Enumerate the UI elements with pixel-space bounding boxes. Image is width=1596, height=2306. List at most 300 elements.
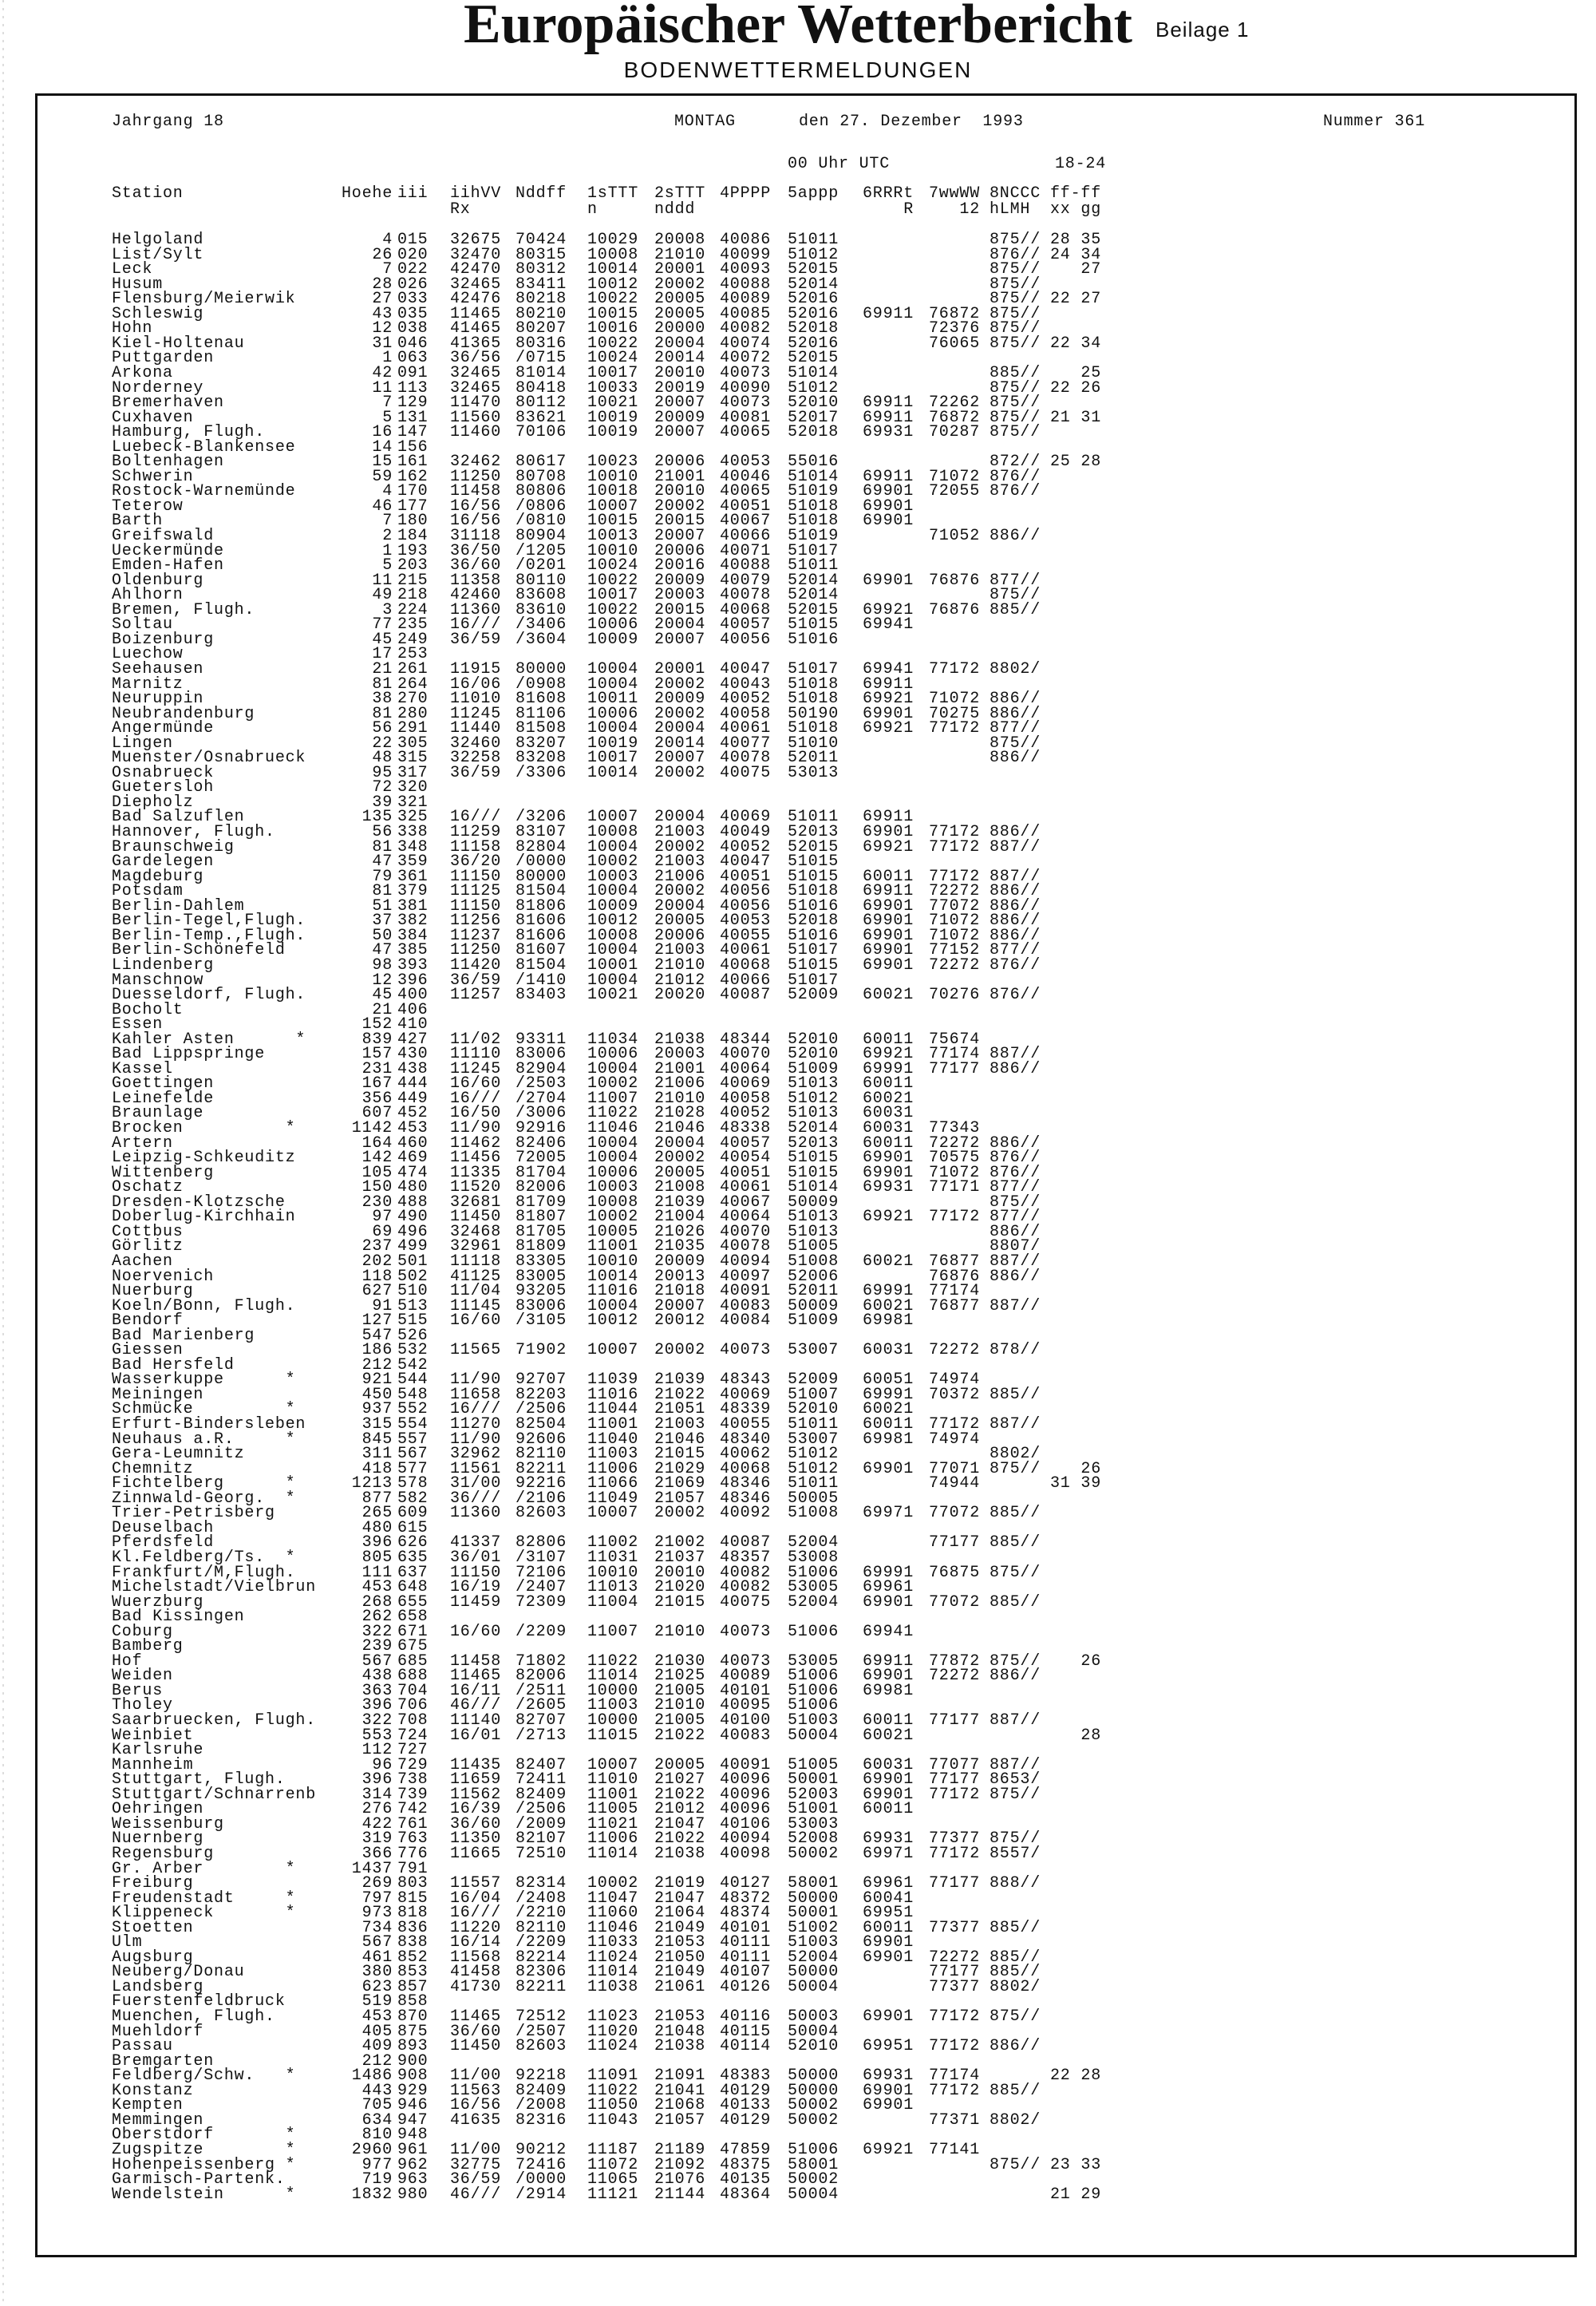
table-cell-1sttt: 10010: [587, 468, 639, 486]
table-cell-ff-ff: 23 33: [1050, 2156, 1102, 2174]
table-cell-station: Noervenich: [112, 1268, 215, 1286]
table-cell-hoehe: 81: [372, 882, 393, 900]
table-cell-5appp: 51011: [788, 556, 839, 575]
table-cell-station: Duesseldorf, Flugh.: [112, 986, 306, 1004]
column-header-iii: iii: [397, 184, 429, 203]
table-cell-4pppp: 40135: [720, 2170, 772, 2189]
table-cell-4pppp: 40111: [720, 1948, 772, 1967]
range-label: 18-24: [1055, 155, 1107, 173]
table-cell-2sttt: 21039: [654, 1371, 706, 1389]
table-cell-6rrrt: 69921: [862, 2141, 914, 2159]
table-cell-6rrrt: 69901: [862, 2082, 914, 2100]
table-cell-station: Passau: [112, 2037, 173, 2055]
table-cell-1sttt: 11007: [587, 1090, 639, 1108]
table-cell-5appp: 52015: [788, 838, 839, 856]
table-cell-4pppp: 40067: [720, 1193, 772, 1212]
table-cell-iii: 615: [397, 1519, 429, 1537]
table-cell-iihvv: 11150: [450, 897, 502, 916]
table-cell-5appp: 51009: [788, 1060, 839, 1078]
table-cell-iii: 091: [397, 364, 429, 382]
table-cell-8nccc: 885//: [990, 1386, 1041, 1404]
table-cell-6rrrt: 69901: [862, 1770, 914, 1789]
table-cell-8nccc: 8653/: [990, 1770, 1041, 1789]
table-cell-station: Oberstdorf *: [112, 2126, 296, 2144]
table-cell-2sttt: 20004: [654, 808, 706, 826]
table-cell-2sttt: 21068: [654, 2096, 706, 2114]
table-cell-6rrrt: 69941: [862, 615, 914, 634]
table-cell-2sttt: 20014: [654, 734, 706, 753]
table-cell-5appp: 51006: [788, 1696, 839, 1715]
table-cell-1sttt: 10000: [587, 1711, 639, 1730]
table-cell-2sttt: 20002: [654, 1341, 706, 1359]
table-cell-station: Ulm: [112, 1933, 143, 1952]
table-cell-7wwww: 72262: [928, 394, 980, 412]
table-cell-nddff: 71802: [516, 1652, 567, 1671]
table-cell-iii: 510: [397, 1282, 429, 1300]
table-cell-5appp: 51015: [788, 1149, 839, 1167]
table-cell-iii: 315: [397, 749, 429, 767]
table-cell-hoehe: 43: [372, 305, 393, 323]
table-cell-iihvv: 32258: [450, 749, 502, 767]
table-cell-nddff: 83208: [516, 749, 567, 767]
table-cell-iii: 544: [397, 1371, 429, 1389]
table-cell-iii: 875: [397, 2023, 429, 2041]
table-cell-2sttt: 21006: [654, 1074, 706, 1093]
table-cell-iii: 513: [397, 1297, 429, 1315]
table-cell-1sttt: 11006: [587, 1460, 639, 1478]
table-cell-2sttt: 20006: [654, 542, 706, 560]
table-cell-2sttt: 21039: [654, 1193, 706, 1212]
table-cell-7wwww: 77377: [928, 1919, 980, 1937]
table-cell-4pppp: 40126: [720, 1978, 772, 1996]
table-cell-1sttt: 11010: [587, 1770, 639, 1789]
column-header-station: Station: [112, 184, 184, 203]
table-cell-2sttt: 21041: [654, 2082, 706, 2100]
table-cell-nddff: 80207: [516, 319, 567, 338]
table-cell-2sttt: 21053: [654, 1933, 706, 1952]
table-cell-station: Memmingen: [112, 2111, 204, 2130]
table-cell-1sttt: 11121: [587, 2185, 639, 2204]
table-cell-6rrrt: 69911: [862, 468, 914, 486]
table-cell-5appp: 52018: [788, 423, 839, 441]
table-cell-station: Bad Hersfeld: [112, 1356, 235, 1375]
table-cell-8nccc: 888//: [990, 1874, 1041, 1893]
table-cell-nddff: /2209: [516, 1933, 567, 1952]
table-cell-2sttt: 20010: [654, 482, 706, 500]
table-cell-5appp: 52015: [788, 260, 839, 279]
table-cell-1sttt: 10014: [587, 1268, 639, 1286]
table-cell-7wwww: 77172: [928, 1208, 980, 1226]
table-cell-nddff: 80312: [516, 260, 567, 279]
table-cell-4pppp: 40075: [720, 1593, 772, 1612]
table-cell-5appp: 51005: [788, 1756, 839, 1774]
table-cell-1sttt: 10000: [587, 1682, 639, 1700]
table-cell-8nccc: 887//: [990, 1045, 1041, 1063]
table-cell-iii: 379: [397, 882, 429, 900]
table-cell-iii: 480: [397, 1178, 429, 1197]
table-cell-8nccc: 885//: [990, 1963, 1041, 1981]
table-cell-1sttt: 10004: [587, 971, 639, 990]
table-cell-hoehe: 38: [372, 690, 393, 708]
table-cell-ff-ff: 28: [1050, 1727, 1102, 1745]
table-cell-6rrrt: 69911: [862, 1652, 914, 1671]
table-cell-hoehe: 705: [361, 2096, 393, 2114]
table-cell-iihvv: 16/01: [450, 1727, 502, 1745]
table-cell-8nccc: 877//: [990, 719, 1041, 738]
table-cell-iihvv: 11220: [450, 1919, 502, 1937]
table-cell-station: Emden-Hafen: [112, 556, 224, 575]
table-cell-2sttt: 21038: [654, 1030, 706, 1049]
table-cell-5appp: 50004: [788, 2023, 839, 2041]
table-cell-8nccc: 875//: [990, 734, 1041, 753]
table-cell-nddff: 70106: [516, 423, 567, 441]
table-cell-4pppp: 40081: [720, 409, 772, 427]
table-cell-iii: 180: [397, 512, 429, 530]
table-cell-4pppp: 48364: [720, 2185, 772, 2204]
table-cell-nddff: /0908: [516, 675, 567, 694]
table-cell-station: Arkona: [112, 364, 173, 382]
table-cell-hoehe: 37: [372, 912, 393, 930]
table-cell-ff-ff: 26: [1050, 1652, 1102, 1671]
table-cell-2sttt: 20014: [654, 349, 706, 367]
table-cell-5appp: 50000: [788, 1889, 839, 1908]
table-cell-iii: 870: [397, 2007, 429, 2026]
table-cell-4pppp: 48346: [720, 1489, 772, 1508]
table-cell-station: Braunschweig: [112, 838, 235, 856]
table-cell-8nccc: 875//: [990, 2156, 1041, 2174]
table-cell-hoehe: 1832: [351, 2185, 393, 2204]
table-cell-nddff: 72106: [516, 1564, 567, 1582]
table-cell-station: Leipzig-Schkeuditz: [112, 1149, 296, 1167]
table-cell-8nccc: 877//: [990, 1178, 1041, 1197]
table-cell-4pppp: 40087: [720, 1533, 772, 1552]
table-cell-hoehe: 1437: [351, 1860, 393, 1878]
table-cell-iii: 291: [397, 719, 429, 738]
table-cell-2sttt: 20004: [654, 897, 706, 916]
table-cell-hoehe: 396: [361, 1770, 393, 1789]
table-cell-hoehe: 607: [361, 1104, 393, 1122]
table-cell-nddff: /2713: [516, 1727, 567, 1745]
table-cell-nddff: 81705: [516, 1223, 567, 1241]
table-cell-iihvv: 11270: [450, 1415, 502, 1434]
table-cell-iihvv: 11465: [450, 1667, 502, 1685]
table-cell-2sttt: 21046: [654, 1430, 706, 1449]
table-cell-5appp: 52003: [788, 1786, 839, 1804]
table-cell-4pppp: 48338: [720, 1119, 772, 1137]
table-cell-8nccc: 886//: [990, 1223, 1041, 1241]
table-cell-station: Angermünde: [112, 719, 215, 738]
table-cell-hoehe: 845: [361, 1430, 393, 1449]
table-cell-iihvv: 41337: [450, 1533, 502, 1552]
table-cell-1sttt: 10007: [587, 808, 639, 826]
table-cell-station: Bocholt: [112, 1001, 184, 1019]
table-cell-hoehe: 22: [372, 734, 393, 753]
table-cell-2sttt: 21005: [654, 1711, 706, 1730]
table-cell-iii: 763: [397, 1829, 429, 1848]
table-cell-nddff: 80000: [516, 868, 567, 886]
table-cell-iihvv: 11568: [450, 1948, 502, 1967]
table-cell-station: Regensburg: [112, 1845, 215, 1863]
table-cell-iii: 857: [397, 1978, 429, 1996]
table-cell-iihvv: 11561: [450, 1460, 502, 1478]
table-cell-nddff: 80418: [516, 379, 567, 398]
table-cell-nddff: /0806: [516, 497, 567, 516]
table-cell-station: Stuttgart/Schnarrenb: [112, 1786, 317, 1804]
table-cell-hoehe: 17: [372, 645, 393, 663]
table-cell-iii: 900: [397, 2052, 429, 2071]
table-cell-iihvv: 11118: [450, 1252, 502, 1271]
table-cell-hoehe: 2960: [351, 2141, 393, 2159]
table-cell-nddff: 82006: [516, 1667, 567, 1685]
table-cell-8nccc: 887//: [990, 868, 1041, 886]
table-cell-6rrrt: 69901: [862, 1149, 914, 1167]
table-cell-station: Ahlhorn: [112, 586, 184, 604]
table-cell-7wwww: 72272: [928, 1667, 980, 1685]
column-subheader-7wwww: 12: [959, 200, 980, 219]
table-cell-station: Greifswald: [112, 527, 215, 545]
table-cell-5appp: 52010: [788, 1030, 839, 1049]
table-cell-station: Brocken *: [112, 1119, 296, 1137]
table-cell-nddff: 80210: [516, 305, 567, 323]
column-header-ff-ff: ff-ff: [1050, 184, 1102, 203]
table-cell-8nccc: 875//: [990, 290, 1041, 308]
table-cell-2sttt: 21053: [654, 2007, 706, 2026]
table-cell-station: Cuxhaven: [112, 409, 194, 427]
table-cell-1sttt: 10022: [587, 334, 639, 353]
table-cell-8nccc: 875//: [990, 260, 1041, 279]
table-cell-7wwww: 77071: [928, 1460, 980, 1478]
table-cell-5appp: 53005: [788, 1578, 839, 1596]
table-cell-hoehe: 553: [361, 1727, 393, 1745]
table-cell-iii: 235: [397, 615, 429, 634]
table-cell-station: Wittenberg: [112, 1164, 215, 1182]
table-cell-iii: 474: [397, 1164, 429, 1182]
table-cell-1sttt: 11187: [587, 2141, 639, 2159]
table-cell-8nccc: 8802/: [990, 2111, 1041, 2130]
table-cell-4pppp: 40052: [720, 1104, 772, 1122]
table-cell-nddff: 83006: [516, 1045, 567, 1063]
table-cell-8nccc: 885//: [990, 1593, 1041, 1612]
column-header-4pppp: 4PPPP: [720, 184, 772, 203]
table-cell-4pppp: 40062: [720, 1445, 772, 1463]
table-cell-8nccc: 885//: [990, 2082, 1041, 2100]
table-cell-2sttt: 21010: [654, 1623, 706, 1641]
table-cell-2sttt: 20015: [654, 601, 706, 619]
table-cell-6rrrt: 69901: [862, 1164, 914, 1182]
table-cell-6rrrt: 60011: [862, 1800, 914, 1818]
table-cell-5appp: 51003: [788, 1933, 839, 1952]
table-cell-1sttt: 10012: [587, 912, 639, 930]
table-cell-6rrrt: 69901: [862, 497, 914, 516]
table-cell-7wwww: 77377: [928, 1978, 980, 1996]
table-cell-ff-ff: 24 34: [1050, 246, 1102, 264]
table-cell-iii: 015: [397, 231, 429, 249]
table-cell-iii: 046: [397, 334, 429, 353]
table-cell-1sttt: 10004: [587, 675, 639, 694]
table-cell-1sttt: 11046: [587, 1119, 639, 1137]
table-cell-1sttt: 10010: [587, 1252, 639, 1271]
table-cell-4pppp: 40064: [720, 1208, 772, 1226]
table-cell-station: Artern: [112, 1134, 173, 1153]
table-cell-8nccc: 886//: [990, 1667, 1041, 1685]
table-cell-6rrrt: 69901: [862, 927, 914, 945]
table-cell-hoehe: 1486: [351, 2067, 393, 2085]
table-cell-iihvv: 11659: [450, 1770, 502, 1789]
table-cell-station: Frankfurt/M,Flugh.: [112, 1564, 296, 1582]
table-cell-nddff: 80708: [516, 468, 567, 486]
table-cell-station: Aachen: [112, 1252, 173, 1271]
table-cell-station: Coburg: [112, 1623, 173, 1641]
table-cell-1sttt: 10021: [587, 986, 639, 1004]
table-cell-iii: 893: [397, 2037, 429, 2055]
table-cell-7wwww: 77172: [928, 1786, 980, 1804]
table-cell-8nccc: 887//: [990, 1297, 1041, 1315]
table-cell-ff-ff: 21 29: [1050, 2185, 1102, 2204]
table-cell-iii: 063: [397, 349, 429, 367]
table-cell-2sttt: 21144: [654, 2185, 706, 2204]
table-cell-iihvv: 32961: [450, 1237, 502, 1256]
table-cell-station: Boizenburg: [112, 631, 215, 649]
table-cell-1sttt: 11001: [587, 1237, 639, 1256]
table-cell-nddff: 92707: [516, 1371, 567, 1389]
table-cell-nddff: 82203: [516, 1386, 567, 1404]
table-cell-2sttt: 21076: [654, 2170, 706, 2189]
table-cell-1sttt: 11047: [587, 1889, 639, 1908]
table-cell-7wwww: 72272: [928, 1134, 980, 1153]
table-cell-hoehe: 805: [361, 1549, 393, 1567]
table-cell-iii: 038: [397, 319, 429, 338]
table-cell-1sttt: 10024: [587, 349, 639, 367]
table-cell-8nccc: 886//: [990, 912, 1041, 930]
table-cell-6rrrt: 69971: [862, 1845, 914, 1863]
table-cell-iihvv: 16/60: [450, 1074, 502, 1093]
table-cell-station: Bad Salzuflen: [112, 808, 245, 826]
table-cell-iii: 704: [397, 1682, 429, 1700]
table-cell-4pppp: 40061: [720, 719, 772, 738]
table-cell-7wwww: 77172: [928, 1845, 980, 1863]
table-cell-iihvv: 11/04: [450, 1282, 502, 1300]
table-cell-7wwww: 77077: [928, 1756, 980, 1774]
table-cell-ff-ff: 22 27: [1050, 290, 1102, 308]
table-cell-2sttt: 20010: [654, 364, 706, 382]
table-cell-nddff: 93205: [516, 1282, 567, 1300]
table-cell-hoehe: 2: [382, 527, 393, 545]
table-cell-station: Oldenburg: [112, 572, 204, 590]
table-cell-5appp: 51012: [788, 1090, 839, 1108]
table-cell-nddff: /2506: [516, 1800, 567, 1818]
table-cell-nddff: 82409: [516, 1786, 567, 1804]
table-cell-hoehe: 47: [372, 941, 393, 959]
table-cell-1sttt: 11066: [587, 1474, 639, 1493]
table-cell-iihvv: 11459: [450, 1593, 502, 1612]
table-cell-5appp: 52016: [788, 290, 839, 308]
table-cell-nddff: 83608: [516, 586, 567, 604]
table-cell-hoehe: 567: [361, 1652, 393, 1671]
table-cell-station: Husum: [112, 275, 164, 294]
table-cell-hoehe: 7: [382, 512, 393, 530]
table-cell-4pppp: 40056: [720, 897, 772, 916]
table-cell-5appp: 52004: [788, 1593, 839, 1612]
table-cell-hoehe: 5: [382, 556, 393, 575]
table-cell-7wwww: 77141: [928, 2141, 980, 2159]
table-cell-iii: 361: [397, 868, 429, 886]
table-cell-hoehe: 443: [361, 2082, 393, 2100]
table-cell-8nccc: 885//: [990, 1919, 1041, 1937]
table-cell-iihvv: 42460: [450, 586, 502, 604]
table-cell-5appp: 50005: [788, 1489, 839, 1508]
table-cell-4pppp: 40046: [720, 468, 772, 486]
table-cell-nddff: /3406: [516, 615, 567, 634]
table-cell-1sttt: 11038: [587, 1978, 639, 1996]
table-cell-1sttt: 11016: [587, 1282, 639, 1300]
table-cell-station: Oschatz: [112, 1178, 184, 1197]
table-cell-2sttt: 21010: [654, 956, 706, 975]
weekday-label: MONTAG: [674, 113, 736, 131]
table-cell-iii: 444: [397, 1074, 429, 1093]
table-cell-2sttt: 21061: [654, 1978, 706, 1996]
table-cell-8nccc: 885//: [990, 1533, 1041, 1552]
table-cell-6rrrt: 60011: [862, 1415, 914, 1434]
table-cell-8nccc: 875//: [990, 379, 1041, 398]
table-cell-5appp: 50000: [788, 2067, 839, 2085]
time-label: 00 Uhr UTC: [788, 155, 891, 173]
table-cell-nddff: 81806: [516, 897, 567, 916]
table-cell-iii: 582: [397, 1489, 429, 1508]
table-cell-2sttt: 20020: [654, 986, 706, 1004]
table-cell-1sttt: 10015: [587, 305, 639, 323]
table-cell-nddff: /3107: [516, 1549, 567, 1567]
table-cell-ff-ff: 31 39: [1050, 1474, 1102, 1493]
table-cell-5appp: 51005: [788, 1237, 839, 1256]
table-cell-iii: 348: [397, 838, 429, 856]
table-cell-hoehe: 98: [372, 956, 393, 975]
table-cell-2sttt: 21048: [654, 2023, 706, 2041]
table-cell-iihvv: 11245: [450, 1060, 502, 1078]
table-cell-4pppp: 40083: [720, 1727, 772, 1745]
table-cell-iii: 962: [397, 2156, 429, 2174]
table-cell-2sttt: 20007: [654, 631, 706, 649]
table-cell-7wwww: 75674: [928, 1030, 980, 1049]
table-cell-5appp: 51014: [788, 1178, 839, 1197]
table-cell-5appp: 50002: [788, 1845, 839, 1863]
table-cell-iihvv: 36/60: [450, 2023, 502, 2041]
table-cell-iihvv: 42476: [450, 290, 502, 308]
table-cell-4pppp: 40067: [720, 512, 772, 530]
table-cell-5appp: 51018: [788, 497, 839, 516]
table-cell-station: Chemnitz: [112, 1460, 194, 1478]
table-cell-iii: 724: [397, 1727, 429, 1745]
table-cell-station: Teterow: [112, 497, 184, 516]
table-cell-5appp: 51013: [788, 1223, 839, 1241]
table-cell-6rrrt: 69911: [862, 882, 914, 900]
table-cell-nddff: 82603: [516, 1504, 567, 1522]
table-cell-5appp: 51019: [788, 482, 839, 500]
table-cell-nddff: 81606: [516, 912, 567, 930]
table-cell-station: Trier-Petrisberg: [112, 1504, 275, 1522]
table-cell-iihvv: 16/06: [450, 675, 502, 694]
table-cell-iii: 635: [397, 1549, 429, 1567]
table-cell-iihvv: 11125: [450, 882, 502, 900]
table-cell-4pppp: 40082: [720, 1564, 772, 1582]
table-cell-7wwww: 70287: [928, 423, 980, 441]
table-cell-4pppp: 40047: [720, 852, 772, 871]
table-cell-iihvv: 16/39: [450, 1800, 502, 1818]
table-cell-5appp: 53008: [788, 1549, 839, 1567]
table-cell-6rrrt: 69991: [862, 1564, 914, 1582]
table-cell-2sttt: 20019: [654, 379, 706, 398]
table-cell-nddff: 80110: [516, 572, 567, 590]
table-cell-nddff: 83207: [516, 734, 567, 753]
